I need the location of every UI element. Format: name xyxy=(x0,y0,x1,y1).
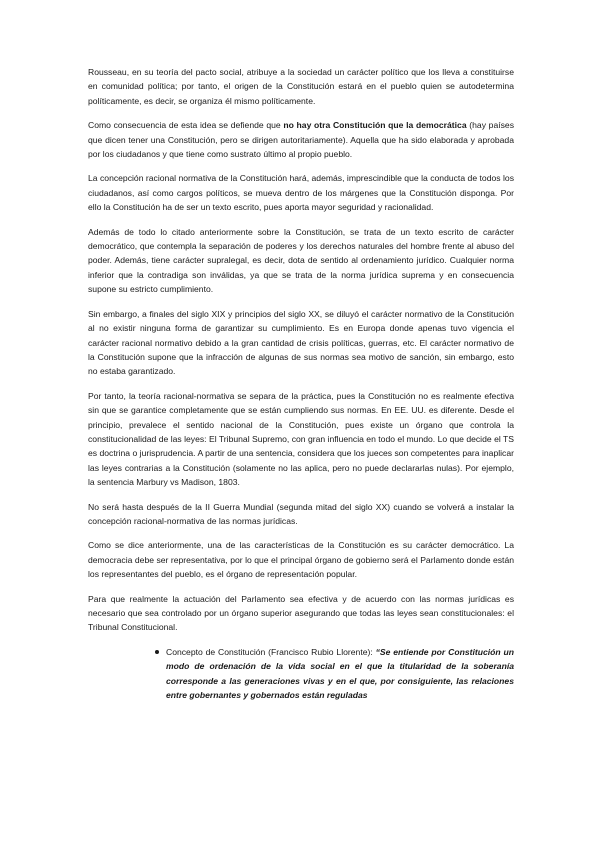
paragraph-xix-century: Sin embargo, a finales del siglo XIX y principios del siglo XX, se diluyó el carácter normativo de la Constitución al no existir ninguna forma de garantizar su cumplimiento. Es en Europa donde apenas tuvo vigencia el carácter racional normativo debido a la gran cantidad de crisis políticas, guerras, etc. El carácter normativo de la Constitución supone que la infracción de algunas de sus normas sea motivo de sanción, sin embargo, esto no estaba garantizado. xyxy=(88,308,514,377)
paragraph-rousseau: Rousseau, en su teoría del pacto social, atribuye a la sociedad un carácter político que los lleva a constituirse en comunidad política; por tanto, el origen de la Constitución estará en el pueblo quien se autodetermina políticamente, es decir, se organiza él mismo políticamente. xyxy=(88,67,514,106)
paragraph-parliament: Como se dice anteriormente, una de las características de la Constitución es su carácter democrático. La democracia debe ser representativa, por lo que el principal órgano de gobierno será el Parlamento donde están los representantes del pueblo, es el órgano de representación popular. xyxy=(88,540,514,580)
bullet-list xyxy=(88,645,514,703)
paragraph-text: Como consecuencia de esta idea se defiende que xyxy=(88,120,284,131)
list-item xyxy=(155,645,514,703)
bullet-icon xyxy=(155,650,159,654)
list-item-lead: Concepto de Constitución (Francisco Rubio Llorente): xyxy=(166,646,376,657)
list-item-quote: “Se entiende por Constitución un modo de ordenación de la vida social en el que la titularidad de la soberanía corresponde a las generaciones vivas y en el que, por consiguiente, las relaciones entre gobernantes y gobernados están reguladas xyxy=(166,646,514,701)
paragraph-text: (hay países que dicen tener una Constitución, pero se dirigen autoritariamente). Aquella que ha sido elaborada y aprobada por los ciudadanos y que tiene como sustrato último al propio pueblo. xyxy=(88,120,514,160)
document-page xyxy=(88,65,514,702)
paragraph-usa-supreme-court: Por tanto, la teoría racional-normativa se separa de la práctica, pues la Constitución no es realmente efectiva sin que se garantice completamente que se están cumpliendo sus normas. En EE. UU. es diferente. Desde el principio, prevalece el sentido nacional de la Constitución, pues existe un órgano que controla la constitucionalidad de las leyes: El Tribunal Supremo, con gran influencia en todo el mundo. Lo que decide el TS es doctrina o jurisprudencia. A partir de una sentencia, considera que los jueces son competentes para inaplicar las leyes contrarias a la Constitución (solamente no las aplica, pero no puede declararlas nulas). Por ejemplo, la sentencia Marbury vs Madison, 1803. xyxy=(88,390,514,488)
paragraph-world-war: No será hasta después de la II Guerra Mundial (segunda mitad del siglo XX) cuando se volverá a instalar la concepción racional-normativa de las normas jurídicas. xyxy=(88,501,514,526)
paragraph-democratic-constitution xyxy=(88,118,514,161)
paragraph-constitutional-court: Para que realmente la actuación del Parlamento sea efectiva y de acuerdo con las normas jurídicas es necesario que sea controlado por un órgano superior asegurando que todas las leyes sean constitucionales: el Tribunal Constitucional. xyxy=(88,593,514,633)
paragraph-rational-normative: La concepción racional normativa de la Constitución hará, además, imprescindible que la conducta de todos los ciudadanos, así como cargos políticos, se mueva dentro de los márgenes que la Constitución disponga. Por ello la Constitución ha de ser un texto escrito, pues aporta mayor seguridad y racionalidad. xyxy=(88,173,514,213)
emphasis-text: no hay otra Constitución que la democrática xyxy=(283,120,467,131)
paragraph-written-text: Además de todo lo citado anteriormente sobre la Constitución, se trata de un texto escrito de carácter democrático, que contempla la separación de poderes y los derechos naturales del hombre frente al abuso del poder. Además, tiene carácter supralegal, es decir, dota de sentido al ordenamiento jurídico. Cualquier norma inferior que la contradiga son inválidas, ya que se trata de la norma jurídica suprema y en consecuencia supone su estricto cumplimiento. xyxy=(88,226,514,295)
